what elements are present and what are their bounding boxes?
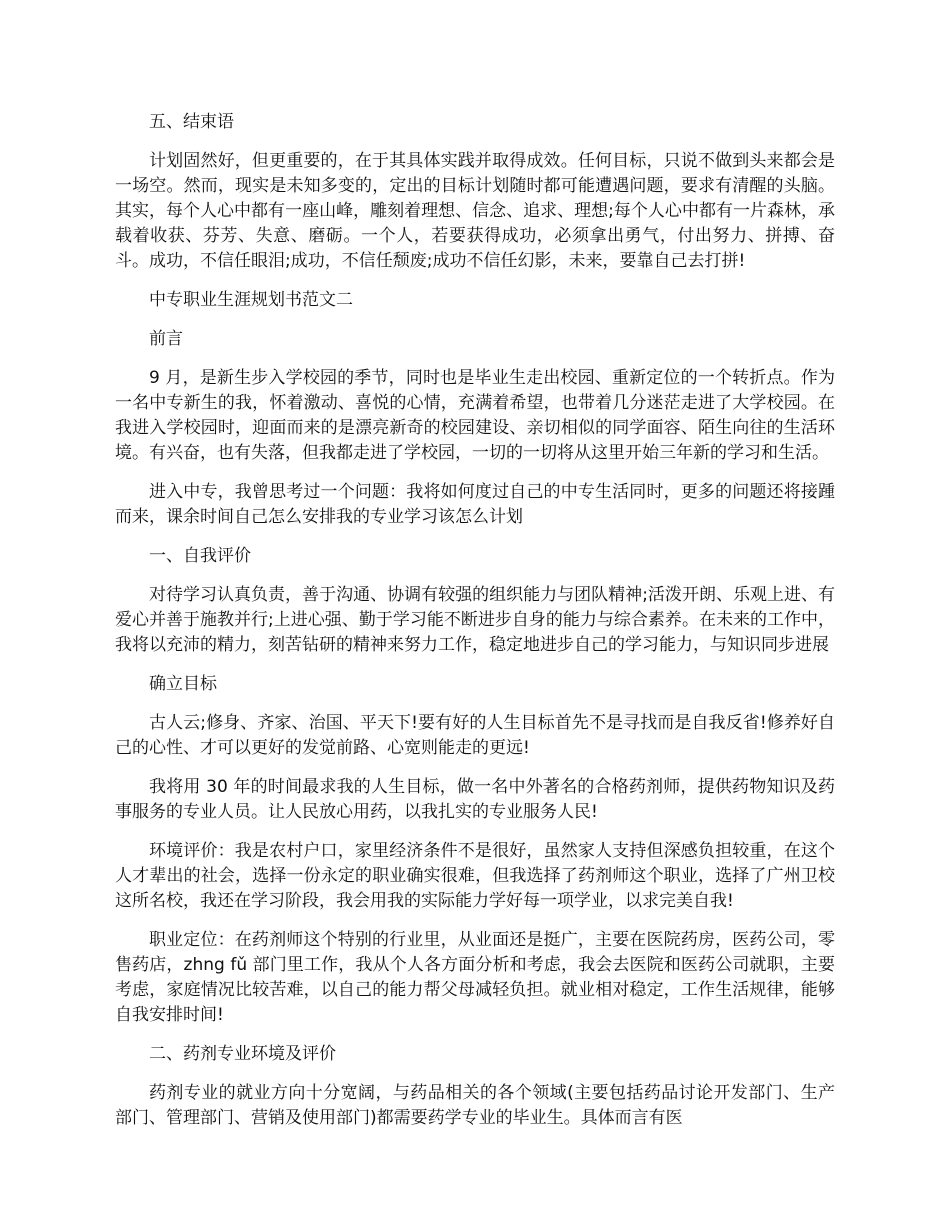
article-title: 中专职业生涯规划书范文二 — [149, 290, 353, 310]
section-heading-pharmacy-environment: 二、药剂专业环境及评价 — [149, 1044, 336, 1064]
section-heading-goals: 确立目标 — [149, 674, 217, 694]
paragraph-self-evaluation: 对待学习认真负责，善于沟通、协调有较强的组织能力与团队精神;活泼开朗、乐观上进、有爱心并善于施教并行;上进心强、勤于学习能不断进步自身的能力与综合素养。在未来的工作中，我将以充沛的精力，刻苦钻研的精神来努力工作，稳定地进步自己的学习能力，与知识同步进展 — [115, 585, 835, 655]
paragraph-environment: 环境评价：我是农村户口，家里经济条件不是很好，虽然家人支持但深感负担较重，在这个人才辈出的社会，选择一份永定的职业确实很难，但我选择了药剂师这个职业，选择了广州卫校这所名校，我还在学习阶段，我会用我的实际能力学好每一项学业，以求完美自我! — [115, 841, 835, 911]
paragraph-goals-1: 古人云;修身、齐家、治国、平天下!要有好的人生目标首先不是寻找而是自我反省!修养好自己的心性、才可以更好的发觉前路、心宽则能走的更远! — [115, 713, 835, 758]
paragraph-conclusion: 计划固然好，但更重要的，在于其具体实践并取得成效。任何目标，只说不做到头来都会是一场空。然而，现实是未知多变的，定出的目标计划随时都可能遭遇问题，要求有清醒的头脑。其实，每个人心中都有一座山峰，雕刻着理想、信念、追求、理想;每个人心中都有一片森林，承载着收获、芬芳、失意、磨砺。一个人，若要获得成功，必须拿出勇气，付出努力、拼搏、奋斗。成功，不信任眼泪;成功，不信任颓废;成功不信任幻影，未来，要靠自己去打拼! — [115, 151, 835, 271]
section-heading-self-evaluation: 一、自我评价 — [149, 546, 251, 566]
paragraph-pharmacy-environment: 药剂专业的就业方向十分宽阔，与药品相关的各个领域(主要包括药品讨论开发部门、生产部门、管理部门、营销及使用部门)都需要药学专业的毕业生。具体而言有医 — [115, 1083, 835, 1128]
paragraph-questions: 进入中专，我曾思考过一个问题：我将如何度过自己的中专生活同时，更多的问题还将接踵而来，课余时间自己怎么安排我的专业学习该怎么计划 — [115, 482, 835, 527]
paragraph-goals-2: 我将用 30 年的时间最求我的人生目标，做一名中外著名的合格药剂师，提供药物知识及药事服务的专业人员。让人民放心用药，以我扎实的专业服务人民! — [115, 777, 835, 822]
paragraph-preface: 9 月，是新生步入学校园的季节，同时也是毕业生走出校园、重新定位的一个转折点。作为一名中专新生的我，怀着激动、喜悦的心情，充满着希望，也带着几分迷茫走进了大学校园。在我进入学校园时，迎面而来的是漂亮新奇的校园建设、亲切相似的同学面容、陌生向往的生活环境。有兴奋，也有失落，但我都走进了学校园，一切的一切将从这里开始三年新的学习和生活。 — [115, 368, 835, 463]
section-heading-preface: 前言 — [149, 329, 183, 349]
document-body — [115, 110, 835, 1145]
paragraph-career-position: 职业定位：在药剂师这个特别的行业里，从业面还是挺广，主要在医院药房，医药公司，零售药店，zhng fǔ 部门里工作，我从个人各方面分析和考虑，我会去医院和医药公司就职，主要考虑，家庭情况比较苦难，以自己的能力帮父母减轻负担。就业相对稳定，工作生活规律，能够自我安排时间! — [115, 930, 835, 1025]
section-heading-conclusion: 五、结束语 — [149, 112, 234, 132]
